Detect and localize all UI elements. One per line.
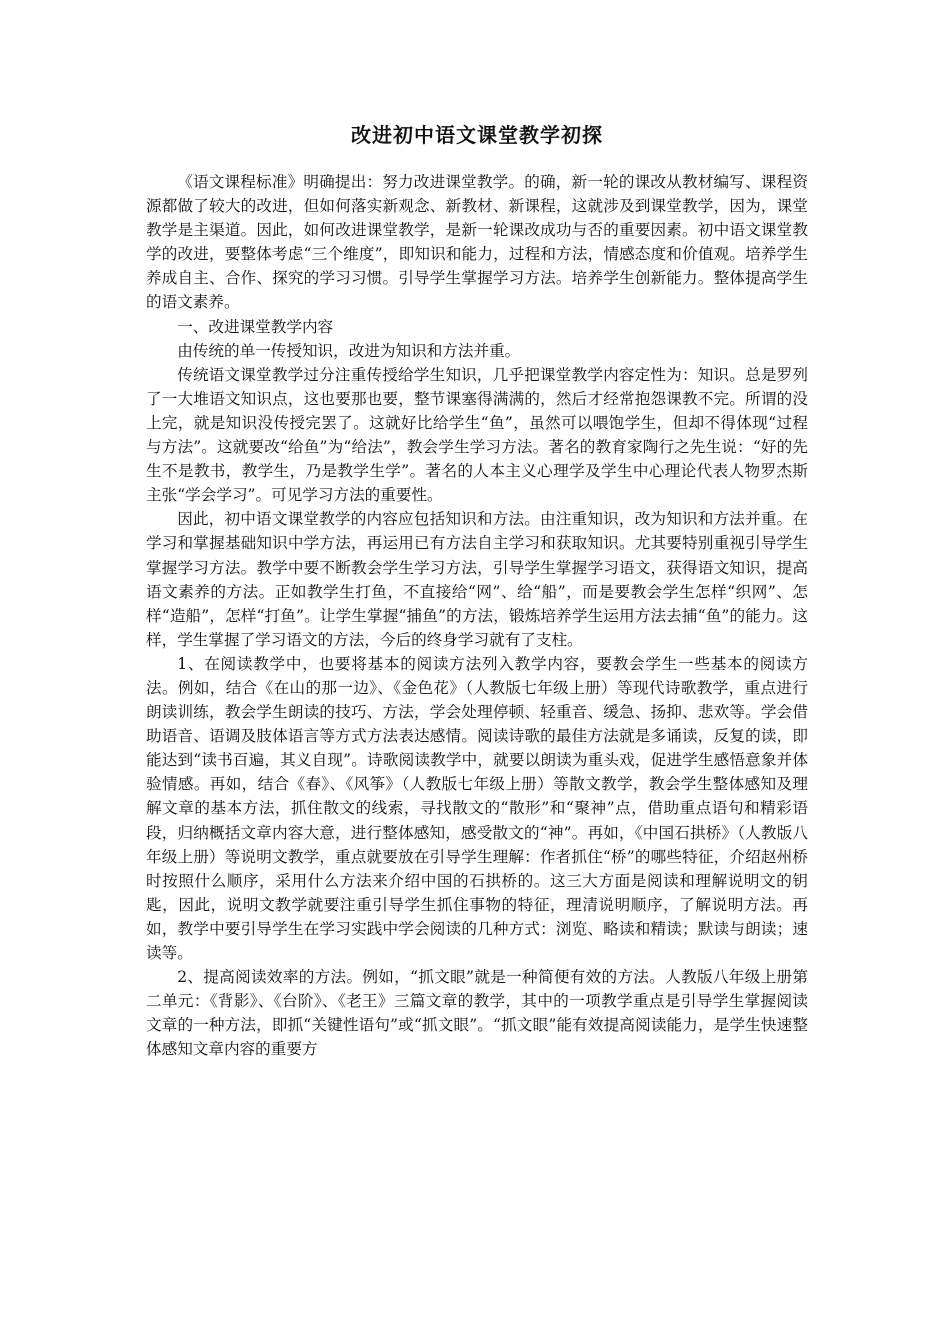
document-page <box>146 118 808 1061</box>
paragraph-reading-methods: 1、在阅读教学中，也要将基本的阅读方法列入教学内容，要教会学生一些基本的阅读方法。例如，结合《在山的那一边》、《金色花》（人教版七年级上册）等现代诗歌教学，重点进行朗读训练，教会学生朗读的技巧、方法，学会处理停顿、轻重音、缓急、扬抑、悲欢等。学会借助语音、语调及肢体语言等方式方法表达感情。阅读诗歌的最佳方法就是多诵读，反复的读，即能达到“读书百遍，其义自现”。诗歌阅读教学中，就要以朗读为重头戏，促进学生感悟意象并体验情感。再如，结合《春》、《风筝》（人教版七年级上册）等散文教学，教会学生整体感知及理解文章的基本方法，抓住散文的线索，寻找散文的“散形”和“聚神”点，借助重点语句和精彩语段，归纳概括文章内容大意，进行整体感知，感受散文的“神”。再如，《中国石拱桥》（人教版八年级上册）等说明文教学，重点就要放在引导学生理解：作者抓住“桥”的哪些特征，介绍赵州桥时按照什么顺序，采用什么方法来介绍中国的石拱桥的。这三大方面是阅读和理解说明文的钥匙，因此，说明文教学就要注重引导学生抓住事物的特征，理清说明顺序，了解说明方法。再如，教学中要引导学生在学习实践中学会阅读的几种方式：浏览、略读和精读；默读与朗读；速读等。 <box>146 654 808 962</box>
paragraph-traditional-teaching: 传统语文课堂教学过分注重传授给学生知识，几乎把课堂教学内容定性为：知识。总是罗列了一大堆语文知识点，这也要那也要，整节课塞得满满的，然后才经常抱怨课教不完。所谓的没上完，就是知识没传授完罢了。这就好比给学生“鱼”，虽然可以喂饱学生，但却不得体现“过程与方法”。这就要改“给鱼”为“给法”，教会学生学习方法。著名的教育家陶行之先生说：“好的先生不是教书，教学生，乃是教学生学”。著名的人本主义心理学及学生中心理论代表人物罗杰斯主张“学会学习”。可见学习方法的重要性。 <box>146 365 808 505</box>
paragraph-knowledge-and-method: 因此，初中语文课堂教学的内容应包括知识和方法。由注重知识，改为知识和方法并重。在学习和掌握基础知识中学方法，再运用已有方法自主学习和获取知识。尤其要特别重视引导学生掌握学习方法。教学中要不断教会学生学习方法，引导学生掌握学习语文，获得语文知识，提高语文素养的方法。正如教学生打鱼，不直接给“网”、给“船”，而是要教会学生怎样“织网”、怎样“造船”，怎样“打鱼”。让学生掌握“捕鱼”的方法，锻炼培养学生运用方法去捕“鱼”的能力。这样，学生掌握了学习语文的方法，今后的终身学习就有了支柱。 <box>146 510 808 649</box>
section-heading-1: 一、改进课堂教学内容 <box>177 317 334 336</box>
paragraph-summary: 由传统的单一传授知识，改进为知识和方法并重。 <box>177 341 521 360</box>
document-title: 改进初中语文课堂教学初探 <box>351 123 603 147</box>
paragraph-reading-efficiency: 2、提高阅读效率的方法。例如，“抓文眼”就是一种简便有效的方法。人教版八年级上册第二单元：《背影》、《台阶》、《老王》三篇文章的教学，其中的一项教学重点是引导学生掌握阅读文章的一种方法，即抓“关键性语句”或“抓文眼”。“抓文眼”能有效提高阅读能力，是学生快速整体感知文章内容的重要方 <box>146 968 808 1059</box>
paragraph-intro: 《语文课程标准》明确提出：努力改进课堂教学。的确，新一轮的课改从教材编写、课程资源都做了较大的改进，但如何落实新观念、新教材、新课程，这就涉及到课堂教学，因为，课堂教学是主渠道。因此，如何改进课堂教学，是新一轮课改成功与否的重要因素。初中语文课堂教学的改进，要整体考虑“三个维度”，即知识和能力，过程和方法，情感态度和价值观。培养学生养成自主、合作、探究的学习习惯。引导学生掌握学习方法。培养学生创新能力。整体提高学生的语文素养。 <box>146 173 808 312</box>
